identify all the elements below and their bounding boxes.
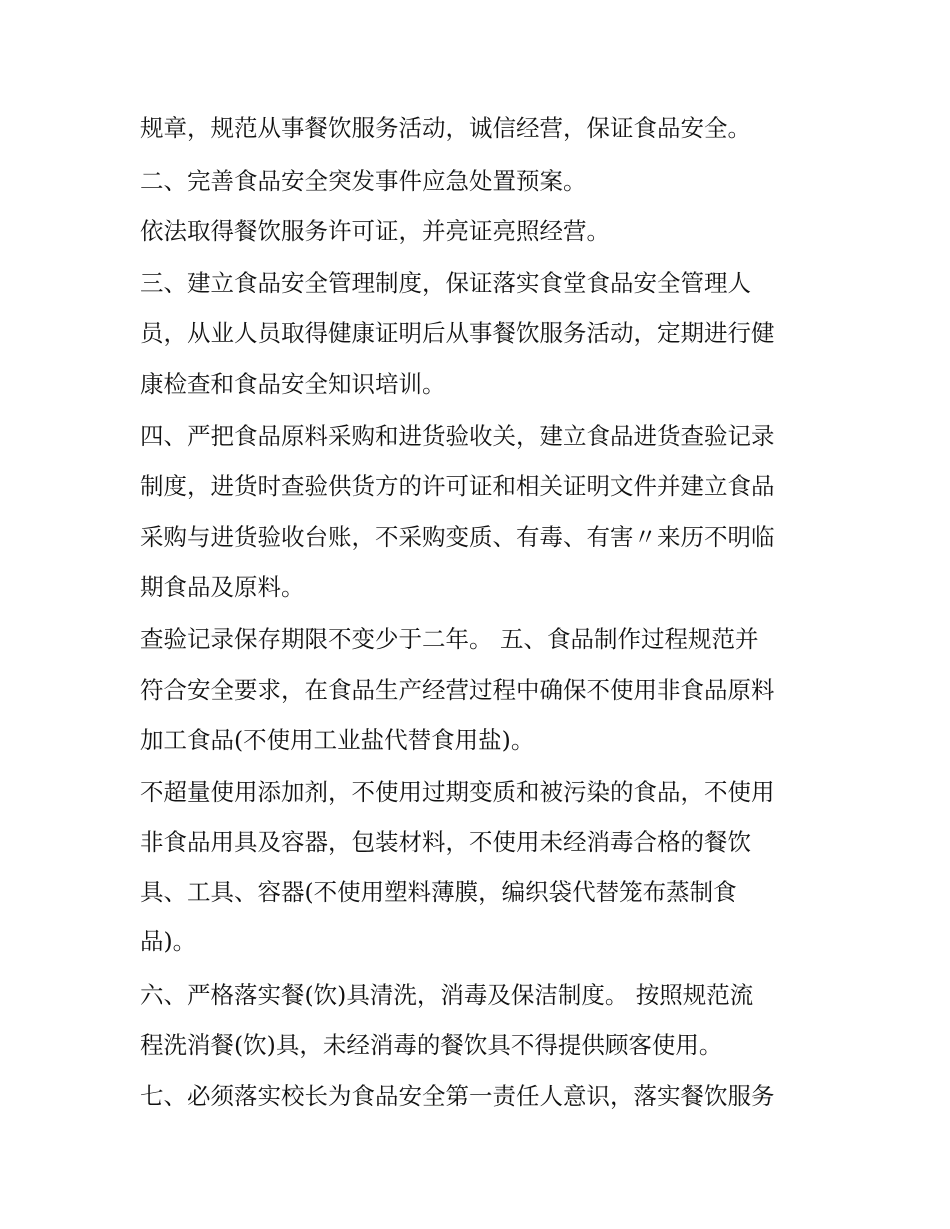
text-line: 符合安全要求，在食品生产经营过程中确保不使用非食品原料 — [140, 676, 775, 704]
text-line: 期食品及原料。 — [140, 573, 305, 601]
text-line: 制度，进货时查验供货方的许可证和相关证明文件并建立食品 — [140, 472, 775, 500]
text-line: 六、严格落实餐(饮)具清洗，消毒及保洁制度。 按照规范流 — [140, 981, 754, 1009]
text-line: 品)。 — [140, 927, 197, 955]
text-line: 规章，规范从事餐饮服务活动，诚信经营，保证食品安全。 — [140, 114, 751, 142]
text-line: 不超量使用添加剂，不使用过期变质和被污染的食品，不使用 — [140, 778, 775, 806]
text-line: 具、工具、容器(不使用塑料薄膜，编织袋代替笼布蒸制食 — [140, 878, 737, 906]
text-line: 采购与进货验收台账，不采购变质、有毒、有害〃来历不明临 — [140, 523, 775, 551]
text-line: 员，从业人员取得健康证明后从事餐饮服务活动，定期进行健 — [140, 319, 775, 347]
text-line: 加工食品(不使用工业盐代替食用盐)。 — [140, 726, 535, 754]
text-line: 康检查和食品安全知识培训。 — [140, 370, 446, 398]
text-line: 程洗消餐(饮)具，未经消毒的餐饮具不得提供顾客使用。 — [140, 1031, 723, 1059]
text-line: 依法取得餐饮服务许可证，并亮证亮照经营。 — [140, 217, 610, 245]
text-line: 非食品用具及容器，包装材料，不使用未经消毒合格的餐饮 — [140, 828, 751, 856]
text-line: 三、建立食品安全管理制度，保证落实食堂食品安全管理人 — [140, 269, 751, 297]
text-line: 四、严把食品原料采购和进货验收关，建立食品进货查验记录 — [140, 422, 775, 450]
text-line: 二、完善食品安全突发事件应急处置预案。 — [140, 167, 587, 195]
text-line: 七、必须落实校长为食品安全第一责任人意识，落实餐饮服务 — [140, 1082, 775, 1110]
text-line: 查验记录保存期限不变少于二年。 五、食品制作过程规范并 — [140, 625, 759, 653]
